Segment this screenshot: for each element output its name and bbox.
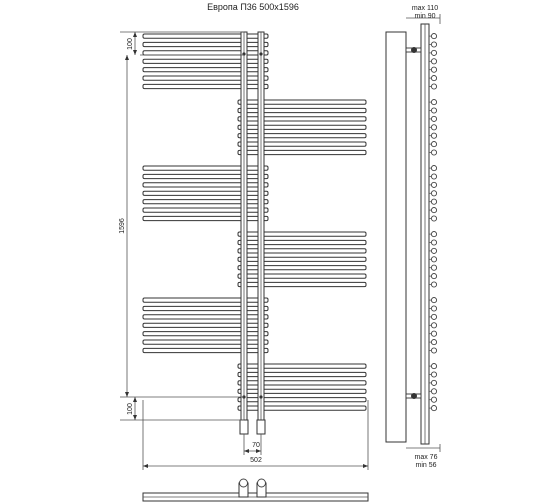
- radiator-bar: [238, 134, 366, 138]
- radiator-bar: [238, 282, 366, 286]
- dim-top-offset: 100: [127, 38, 134, 50]
- bar-end-icon: [431, 108, 436, 113]
- bar-end-icon: [431, 116, 436, 121]
- bar-end-icon: [431, 34, 436, 39]
- bar-end-icon: [431, 208, 436, 213]
- radiator-bar: [238, 406, 366, 410]
- bar-end-icon: [431, 125, 436, 130]
- radiator-bar: [238, 398, 366, 402]
- bar-end-icon: [431, 150, 436, 155]
- radiator-bar: [143, 340, 268, 344]
- bar-end-icon: [431, 100, 436, 105]
- radiator-bar: [143, 191, 268, 195]
- valve-icon: [240, 479, 248, 487]
- radiator-bar: [143, 68, 268, 72]
- radiator-bar: [143, 315, 268, 319]
- dim-bottom-offset: 100: [127, 403, 134, 415]
- side-view: [386, 5, 440, 469]
- bar-end-icon: [431, 232, 436, 237]
- dim-width: 502: [250, 457, 262, 464]
- side-top-min: min 90: [414, 13, 436, 20]
- radiator-bar: [143, 51, 268, 55]
- radiator-bar: [238, 150, 366, 154]
- bar-end-icon: [431, 142, 436, 147]
- bar-end-icon: [431, 364, 436, 369]
- mount-point-icon: [259, 395, 262, 398]
- bar-end-icon: [431, 84, 436, 89]
- radiator-bar: [143, 183, 268, 187]
- bar-end-icon: [431, 216, 436, 221]
- bar-end-icon: [431, 282, 436, 287]
- radiator-bar: [143, 216, 268, 220]
- bar-end-icon: [431, 59, 436, 64]
- radiator-bar: [238, 240, 366, 244]
- bar-end-icon: [431, 406, 436, 411]
- bars-group: [143, 34, 366, 410]
- radiator-bar: [238, 100, 366, 104]
- bar-end-icon: [431, 298, 436, 303]
- bar-end-icon: [431, 372, 436, 377]
- bar-end-icon: [431, 199, 436, 204]
- bar-end-icon: [431, 265, 436, 270]
- radiator-bar: [143, 59, 268, 63]
- front-view: [143, 32, 366, 434]
- radiator-bar: [238, 108, 366, 112]
- bar-end-icon: [431, 67, 436, 72]
- bar-end-icon: [431, 314, 436, 319]
- radiator-bar: [238, 274, 366, 278]
- radiator-bar: [143, 76, 268, 80]
- radiator-bar: [238, 266, 366, 270]
- radiator-bar: [143, 166, 268, 170]
- bar-end-icon: [431, 257, 436, 262]
- radiator-bar: [143, 323, 268, 327]
- radiator-bar: [143, 348, 268, 352]
- top-view: [143, 479, 368, 501]
- bar-end-icon: [431, 340, 436, 345]
- bar-end-icon: [431, 191, 436, 196]
- bar-end-icon: [431, 389, 436, 394]
- radiator-bar: [238, 389, 366, 393]
- bar-end-icon: [431, 240, 436, 245]
- bar-end-icon: [431, 248, 436, 253]
- bracket-screw-icon: [411, 47, 417, 53]
- radiator-bar: [238, 117, 366, 121]
- valve-icon: [258, 479, 266, 487]
- radiator-bar: [143, 84, 268, 88]
- radiator-bar: [238, 381, 366, 385]
- side-bottom-max: max 76: [414, 454, 438, 461]
- radiator-bar: [143, 332, 268, 336]
- dim-height: 1596: [119, 218, 126, 234]
- bar-end-icon: [431, 182, 436, 187]
- bar-end-icon: [431, 323, 436, 328]
- outlet-connection: [257, 420, 265, 434]
- bar-end-icon: [431, 76, 436, 81]
- radiator-bar: [143, 42, 268, 46]
- bracket-screw-icon: [411, 393, 417, 399]
- bar-end-icon: [431, 166, 436, 171]
- bar-end-icon: [431, 274, 436, 279]
- radiator-bar: [143, 306, 268, 310]
- inlet-connection: [240, 420, 248, 434]
- radiator-bar: [238, 249, 366, 253]
- radiator-bar: [238, 364, 366, 368]
- side-top-max: max 110: [411, 5, 439, 12]
- radiator-bar: [143, 174, 268, 178]
- bar-end-icon: [431, 174, 436, 179]
- side-bar-ends: [429, 34, 437, 411]
- dim-pipe-spacing: 70: [252, 442, 260, 449]
- bar-end-icon: [431, 331, 436, 336]
- radiator-bar: [143, 208, 268, 212]
- bar-end-icon: [431, 42, 436, 47]
- wall: [386, 32, 406, 442]
- bar-end-icon: [431, 133, 436, 138]
- bar-end-icon: [431, 50, 436, 55]
- radiator-bar: [143, 34, 268, 38]
- mount-point-icon: [259, 52, 262, 55]
- bar-end-icon: [431, 348, 436, 353]
- radiator-bar: [238, 125, 366, 129]
- radiator-bar: [143, 298, 268, 302]
- radiator-bar: [238, 232, 366, 236]
- radiator-bar: [238, 142, 366, 146]
- bar-end-icon: [431, 306, 436, 311]
- radiator-bar: [238, 257, 366, 261]
- bar-end-icon: [431, 397, 436, 402]
- bar-end-icon: [431, 380, 436, 385]
- side-bottom-min: min 56: [415, 462, 437, 469]
- drawing-title: Европа П36 500x1596: [207, 2, 299, 12]
- radiator-bar: [238, 372, 366, 376]
- radiator-bar: [143, 200, 268, 204]
